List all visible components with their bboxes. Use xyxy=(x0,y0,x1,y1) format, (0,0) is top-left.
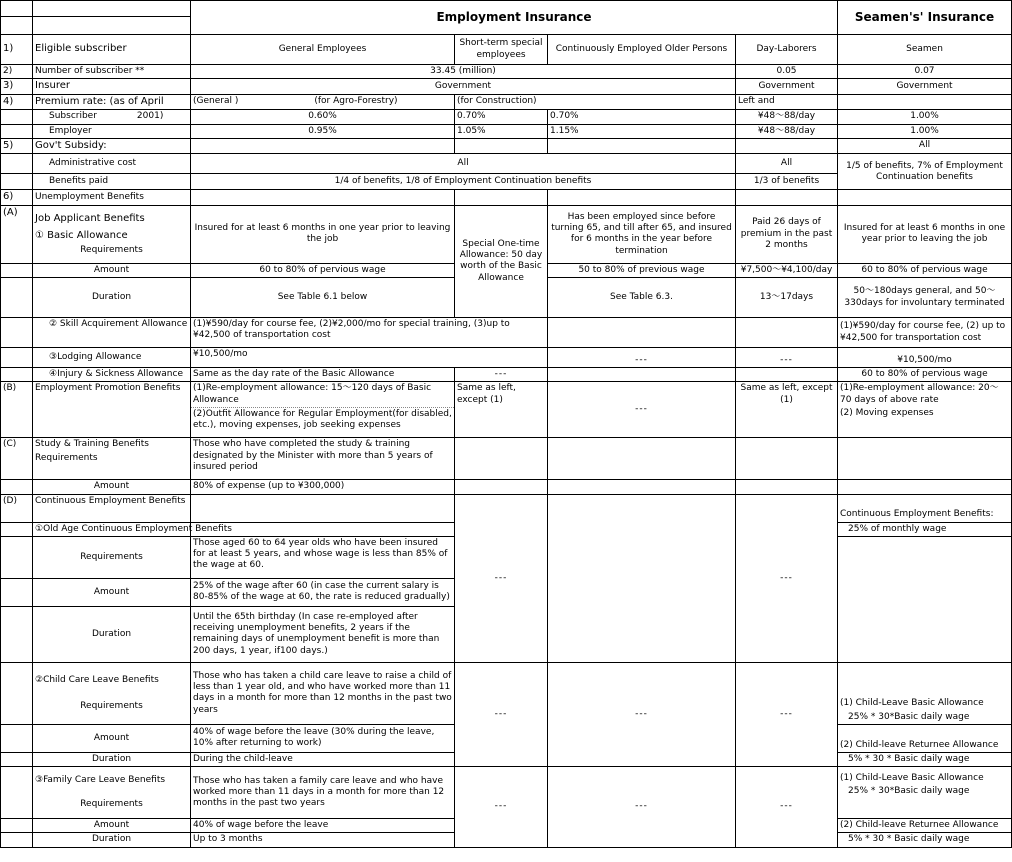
seamen-insurer: Government xyxy=(838,79,1012,95)
blank-cell xyxy=(1,578,33,606)
family-day-dash: --- xyxy=(736,767,838,848)
skill-label: ② Skill Acquirement Allowance xyxy=(33,318,191,348)
child-duration-value: During the child-leave xyxy=(191,752,455,766)
injury-short-dash: --- xyxy=(455,368,548,382)
admin-cost-day: All xyxy=(736,154,838,174)
unemployment-row xyxy=(1,190,1012,206)
promotion-day: Same as left, except (1) xyxy=(736,382,838,438)
lodging-seamen: ¥10,500/mo xyxy=(838,348,1012,368)
amount-seamen: 60 to 80% of pervious wage xyxy=(838,263,1012,277)
child-req-label: Requirements xyxy=(80,700,143,711)
continuous-day-dash: --- xyxy=(736,494,838,662)
blank-cell xyxy=(838,480,1012,494)
child-req-value: Those who has taken a child care leave to raise a child of less than 1 year old, and who have worked more than 11 days in a month for more than 12 months in the past two years xyxy=(191,662,455,724)
family-older-dash: --- xyxy=(548,767,736,848)
child-req-row xyxy=(1,662,1012,724)
amount-label: Amount xyxy=(33,263,191,277)
day-laborers-header: Day-Laborers xyxy=(736,35,838,65)
duration-label: Duration xyxy=(33,278,191,318)
study-amount-label: Amount xyxy=(33,480,191,494)
blank-cell xyxy=(1,17,33,35)
job-applicant-label: Job Applicant Benefits xyxy=(35,213,145,225)
child-short-dash: --- xyxy=(455,662,548,766)
duration-general: See Table 6.1 below xyxy=(191,278,455,318)
promotion-v2: (2)Outfit Allowance for Regular Employment(for disabled, etc.), moving expenses, job seeking expenses xyxy=(193,408,452,430)
family-seamen2: (2) Child-leave Returnee Allowance xyxy=(838,819,1012,833)
blank-cell xyxy=(455,138,548,154)
blank-cell xyxy=(191,494,455,522)
subsidy-row xyxy=(1,138,1012,154)
employer-general-rate: 0.95% xyxy=(191,124,455,138)
blank-cell xyxy=(548,494,736,662)
promotion-older-dash: --- xyxy=(548,382,736,438)
employment-insurance-header: Employment Insurance xyxy=(191,1,838,35)
child-seamen2: (2) Child-leave Returnee Allowance xyxy=(838,724,1012,752)
blank-cell xyxy=(1,833,33,847)
row-label: Number of subscriber ** xyxy=(33,65,191,79)
continuous-label: Continuous Employment Benefits xyxy=(33,494,191,522)
premium-year: 2001) xyxy=(136,111,164,122)
row-number: 5) xyxy=(1,138,33,154)
blank-cell xyxy=(33,17,191,35)
benefits-paid-value: 1/4 of benefits, 1/8 of Employment Continuation benefits xyxy=(191,174,736,190)
blank-cell xyxy=(736,138,838,154)
child-label: ②Child Care Leave Benefits xyxy=(35,674,159,685)
duration-day: 13～17days xyxy=(736,278,838,318)
blank-cell xyxy=(1,480,33,494)
amount-day: ¥7,500～¥4,100/day xyxy=(736,263,838,277)
blank-cell xyxy=(838,190,1012,206)
old-age-req-value: Those aged 60 to 64 year olds who have been insured for at least 5 years, and whose wage is less than 85% of the wage at 60. xyxy=(191,536,455,578)
blank-cell xyxy=(191,138,455,154)
study-label-cell xyxy=(33,438,191,480)
blank-cell xyxy=(191,190,455,206)
blank-cell xyxy=(838,94,1012,110)
family-seamen2b: 5% * 30 * Basic daily wage xyxy=(838,833,1012,847)
subscriber-label: Subscriber xyxy=(49,111,97,122)
promotion-value-cell xyxy=(191,382,455,438)
family-seamen1b: 25% * 30*Basic daily wage xyxy=(848,786,970,797)
employer-day-rate: ¥48～88/day xyxy=(736,124,838,138)
family-label: ③Family Care Leave Benefits xyxy=(35,774,166,785)
subscriber-day-rate: ¥48～88/day xyxy=(736,110,838,124)
seamen-subsidy-all: All xyxy=(838,138,1012,154)
eligible-row xyxy=(1,35,1012,65)
study-req-label: Requirements xyxy=(35,452,98,463)
blank-cell xyxy=(736,318,838,348)
amount-general: 60 to 80% of pervious wage xyxy=(191,263,455,277)
blank-cell xyxy=(1,536,33,578)
study-req-value: Those who have completed the study & training designated by the Minister with more than 5 years of insured period xyxy=(191,438,455,480)
continuous-short-dash: --- xyxy=(455,494,548,662)
child-seamen1b: 25% * 30*Basic daily wage xyxy=(848,711,970,722)
row-label: Gov't Subsidy: xyxy=(33,138,191,154)
blank-cell xyxy=(548,438,736,480)
req-seamen: Insured for at least 6 months in one year prior to leaving the job xyxy=(838,205,1012,263)
injury-seamen: 60 to 80% of pervious wage xyxy=(838,368,1012,382)
short-term-special-allowance: Special One-time Allowance: 50 day worth of the Basic Allowance xyxy=(455,205,548,317)
row-label: Insurer xyxy=(33,79,191,95)
employer-seamen-rate: 1.00% xyxy=(838,124,1012,138)
skill-row xyxy=(1,318,1012,348)
seamens-insurance-header: Seamen's' Insurance xyxy=(838,1,1012,35)
general-employees-header: General Employees xyxy=(191,35,455,65)
req-day: Paid 26 days of premium in the past 2 months xyxy=(736,205,838,263)
old-age-req-label: Requirements xyxy=(33,536,191,578)
old-age-duration-label: Duration xyxy=(33,606,191,662)
lodging-day-dash: --- xyxy=(736,348,838,368)
premium-construction-label: (for Construction) xyxy=(455,94,548,110)
family-duration-label: Duration xyxy=(33,833,191,847)
family-label-cell xyxy=(33,767,191,819)
study-row xyxy=(1,438,1012,480)
employment-subscribers: 33.45 (million) xyxy=(191,65,736,79)
old-age-label: ①Old Age Continuous Employment Benefits xyxy=(33,522,191,536)
promotion-v1: (1)Re-employment allowance: 15～120 days of Basic Allowance xyxy=(191,382,454,408)
blank-cell xyxy=(548,480,736,494)
blank-cell xyxy=(1,752,33,766)
row-number: 4) xyxy=(1,94,33,110)
blank-cell xyxy=(455,190,548,206)
blank-cell xyxy=(548,138,736,154)
child-seamen-cell xyxy=(838,662,1012,724)
blank-cell xyxy=(1,1,33,17)
continuous-row xyxy=(1,494,1012,522)
subscriber-seamen-rate: 1.00% xyxy=(838,110,1012,124)
duration-seamen: 50～180days general, and 50～330days for involuntary terminated xyxy=(838,278,1012,318)
blank-cell xyxy=(1,522,33,536)
blank-cell xyxy=(548,318,736,348)
employer-label: Employer xyxy=(33,124,191,138)
number-row xyxy=(1,65,1012,79)
older-persons-header: Continuously Employed Older Persons xyxy=(548,35,736,65)
skill-value: (1)¥590/day for course fee, (2)¥2,000/mo for special training, (3)up to ¥42,500 of transportation cost xyxy=(191,318,548,348)
lodging-row xyxy=(1,348,1012,368)
blank-cell xyxy=(33,1,191,17)
insurer-row xyxy=(1,79,1012,95)
day-subscribers: 0.05 xyxy=(736,65,838,79)
section-c-number: (C) xyxy=(1,438,33,480)
blank-cell xyxy=(1,154,33,174)
blank-cell xyxy=(838,536,1012,662)
header-top-row xyxy=(1,1,1012,17)
promotion-short: Same as left, except (1) xyxy=(455,382,548,438)
blank-cell xyxy=(1,318,33,348)
blank-cell xyxy=(1,278,33,318)
promotion-row xyxy=(1,382,1012,438)
blank-cell xyxy=(736,480,838,494)
subscriber-rate-row xyxy=(1,110,1012,124)
subscriber-construction-rate: 0.70% xyxy=(455,110,548,124)
admin-cost-row xyxy=(1,154,1012,174)
blank-cell xyxy=(548,190,736,206)
family-req-label: Requirements xyxy=(80,799,143,809)
blank-cell xyxy=(736,438,838,480)
study-amount-value: 80% of expense (up to ¥300,000) xyxy=(191,480,455,494)
family-seamen-cell xyxy=(838,767,1012,819)
old-age-amount-label: Amount xyxy=(33,578,191,606)
family-amount-label: Amount xyxy=(33,819,191,833)
benefits-paid-label: Benefits paid xyxy=(33,174,191,190)
blank-cell xyxy=(1,662,33,724)
row-number: 3) xyxy=(1,79,33,95)
lodging-label: ③Lodging Allowance xyxy=(33,348,191,368)
seamen-header: Seamen xyxy=(838,35,1012,65)
row-number: 1) xyxy=(1,35,33,65)
row-number: 6) xyxy=(1,190,33,206)
blank-cell xyxy=(1,348,33,368)
row-label: Eligible subscriber xyxy=(33,35,191,65)
section-b-number: (B) xyxy=(1,382,33,438)
child-seamen1: (1) Child-Leave Basic Allowance xyxy=(840,698,984,709)
row-label: Premium rate: (as of April xyxy=(33,94,191,110)
child-older-dash: --- xyxy=(548,662,736,766)
premium-general-agro xyxy=(191,94,455,110)
section-a-number: (A) xyxy=(1,205,33,263)
row-number: 2) xyxy=(1,65,33,79)
job-applicant-cell xyxy=(33,205,191,263)
blank-cell xyxy=(1,110,33,124)
employment-insurer: Government xyxy=(191,79,736,95)
short-term-header: Short-term special employees xyxy=(455,35,548,65)
duration-older: See Table 6.3. xyxy=(548,278,736,318)
injury-label: ④Injury & Sickness Allowance xyxy=(33,368,191,382)
blank-cell xyxy=(1,368,33,382)
continuous-seamen-head: Continuous Employment Benefits: xyxy=(838,494,1012,522)
req-older: Has been employed since before turning 65, and till after 65, and insured for 6 months in the year before termination xyxy=(548,205,736,263)
blank-cell xyxy=(1,767,33,819)
admin-cost-all: All xyxy=(191,154,736,174)
study-label: Study & Training Benefits xyxy=(35,439,149,450)
blank-cell xyxy=(838,438,1012,480)
employer-construction-rate: 1.05% xyxy=(455,124,548,138)
blank-cell xyxy=(736,190,838,206)
blank-cell xyxy=(1,724,33,752)
seamen-subsidy-text: 1/5 of benefits, 7% of Employment Continuation benefits xyxy=(838,154,1012,190)
child-label-cell xyxy=(33,662,191,724)
injury-row xyxy=(1,368,1012,382)
family-short-dash: --- xyxy=(455,767,548,848)
blank-cell xyxy=(1,174,33,190)
day-insurer: Government xyxy=(736,79,838,95)
employer-older-rate: 1.15% xyxy=(548,124,736,138)
old-age-duration-value: Until the 65th birthday (In case re-employed after receiving unemployment benefits, 2 years if the remaining days of unemployment benefit is more than 200 days, 1 year, if100 days.) xyxy=(191,606,455,662)
family-req-value: Those who has taken a family care leave and who have worked more than 11 days in a month for more than 12 months in the past two years xyxy=(191,767,455,819)
benefits-paid-day: 1/3 of benefits xyxy=(736,174,838,190)
blank-cell xyxy=(455,480,548,494)
blank-cell xyxy=(1,606,33,662)
requirements-label: Requirements xyxy=(80,245,143,256)
subscriber-rate-label xyxy=(33,110,191,124)
basic-allowance-label: ① Basic Allowance xyxy=(35,229,128,241)
req-general: Insured for at least 6 months in one year prior to leaving the job xyxy=(191,205,455,263)
study-amount-row xyxy=(1,480,1012,494)
child-day-dash: --- xyxy=(736,662,838,766)
blank-cell xyxy=(1,124,33,138)
blank-cell xyxy=(548,94,736,110)
family-seamen1: (1) Child-Leave Basic Allowance xyxy=(840,773,984,783)
injury-value: Same as the day rate of the Basic Allowance xyxy=(191,368,455,382)
family-duration-value: Up to 3 months xyxy=(191,833,455,847)
amount-older: 50 to 80% of previous wage xyxy=(548,263,736,277)
premium-day-head: Left and xyxy=(736,94,838,110)
family-req-row xyxy=(1,767,1012,819)
seamen-subscribers: 0.07 xyxy=(838,65,1012,79)
blank-cell xyxy=(736,368,838,382)
section-d-number: (D) xyxy=(1,494,33,522)
employer-rate-row xyxy=(1,124,1012,138)
continuous-seamen-rate: 25% of monthly wage xyxy=(838,522,1012,536)
blank-cell xyxy=(548,368,736,382)
lodging-value: ¥10,500/mo xyxy=(191,348,548,368)
promotion-seamen-cell xyxy=(838,382,1012,438)
subscriber-general-rate: 0.60% xyxy=(191,110,455,124)
row-label: Unemployment Benefits xyxy=(33,190,191,206)
promotion-seamen1: (1)Re-employment allowance: 20～70 days of above rate xyxy=(840,383,999,405)
skill-seamen: (1)¥590/day for course fee, (2) up to ¥42,500 for transportation cost xyxy=(838,318,1012,348)
subscriber-older-rate: 0.70% xyxy=(548,110,736,124)
child-duration-label: Duration xyxy=(33,752,191,766)
blank-cell xyxy=(1,263,33,277)
family-amount-value: 40% of wage before the leave xyxy=(191,819,455,833)
blank-cell xyxy=(455,438,548,480)
promotion-label: Employment Promotion Benefits xyxy=(33,382,191,438)
lodging-older-dash: --- xyxy=(548,348,736,368)
child-seamen2b: 5% * 30 * Basic daily wage xyxy=(838,752,1012,766)
premium-general-label: (General ) xyxy=(193,96,239,107)
premium-row xyxy=(1,94,1012,110)
old-age-amount-value: 25% of the wage after 60 (in case the current salary is 80-85% of the wage at 60, the rate is reduced gradually) xyxy=(191,578,455,606)
blank-cell xyxy=(1,819,33,833)
child-amount-label: Amount xyxy=(33,724,191,752)
promotion-seamen2: (2) Moving expenses xyxy=(840,407,934,418)
admin-cost-label: Administrative cost xyxy=(33,154,191,174)
basic-allowance-req-row xyxy=(1,205,1012,263)
child-amount-value: 40% of wage before the leave (30% during the leave, 10% after returning to work) xyxy=(191,724,455,752)
premium-agro-label: (for Agro-Forestry) xyxy=(314,96,398,107)
